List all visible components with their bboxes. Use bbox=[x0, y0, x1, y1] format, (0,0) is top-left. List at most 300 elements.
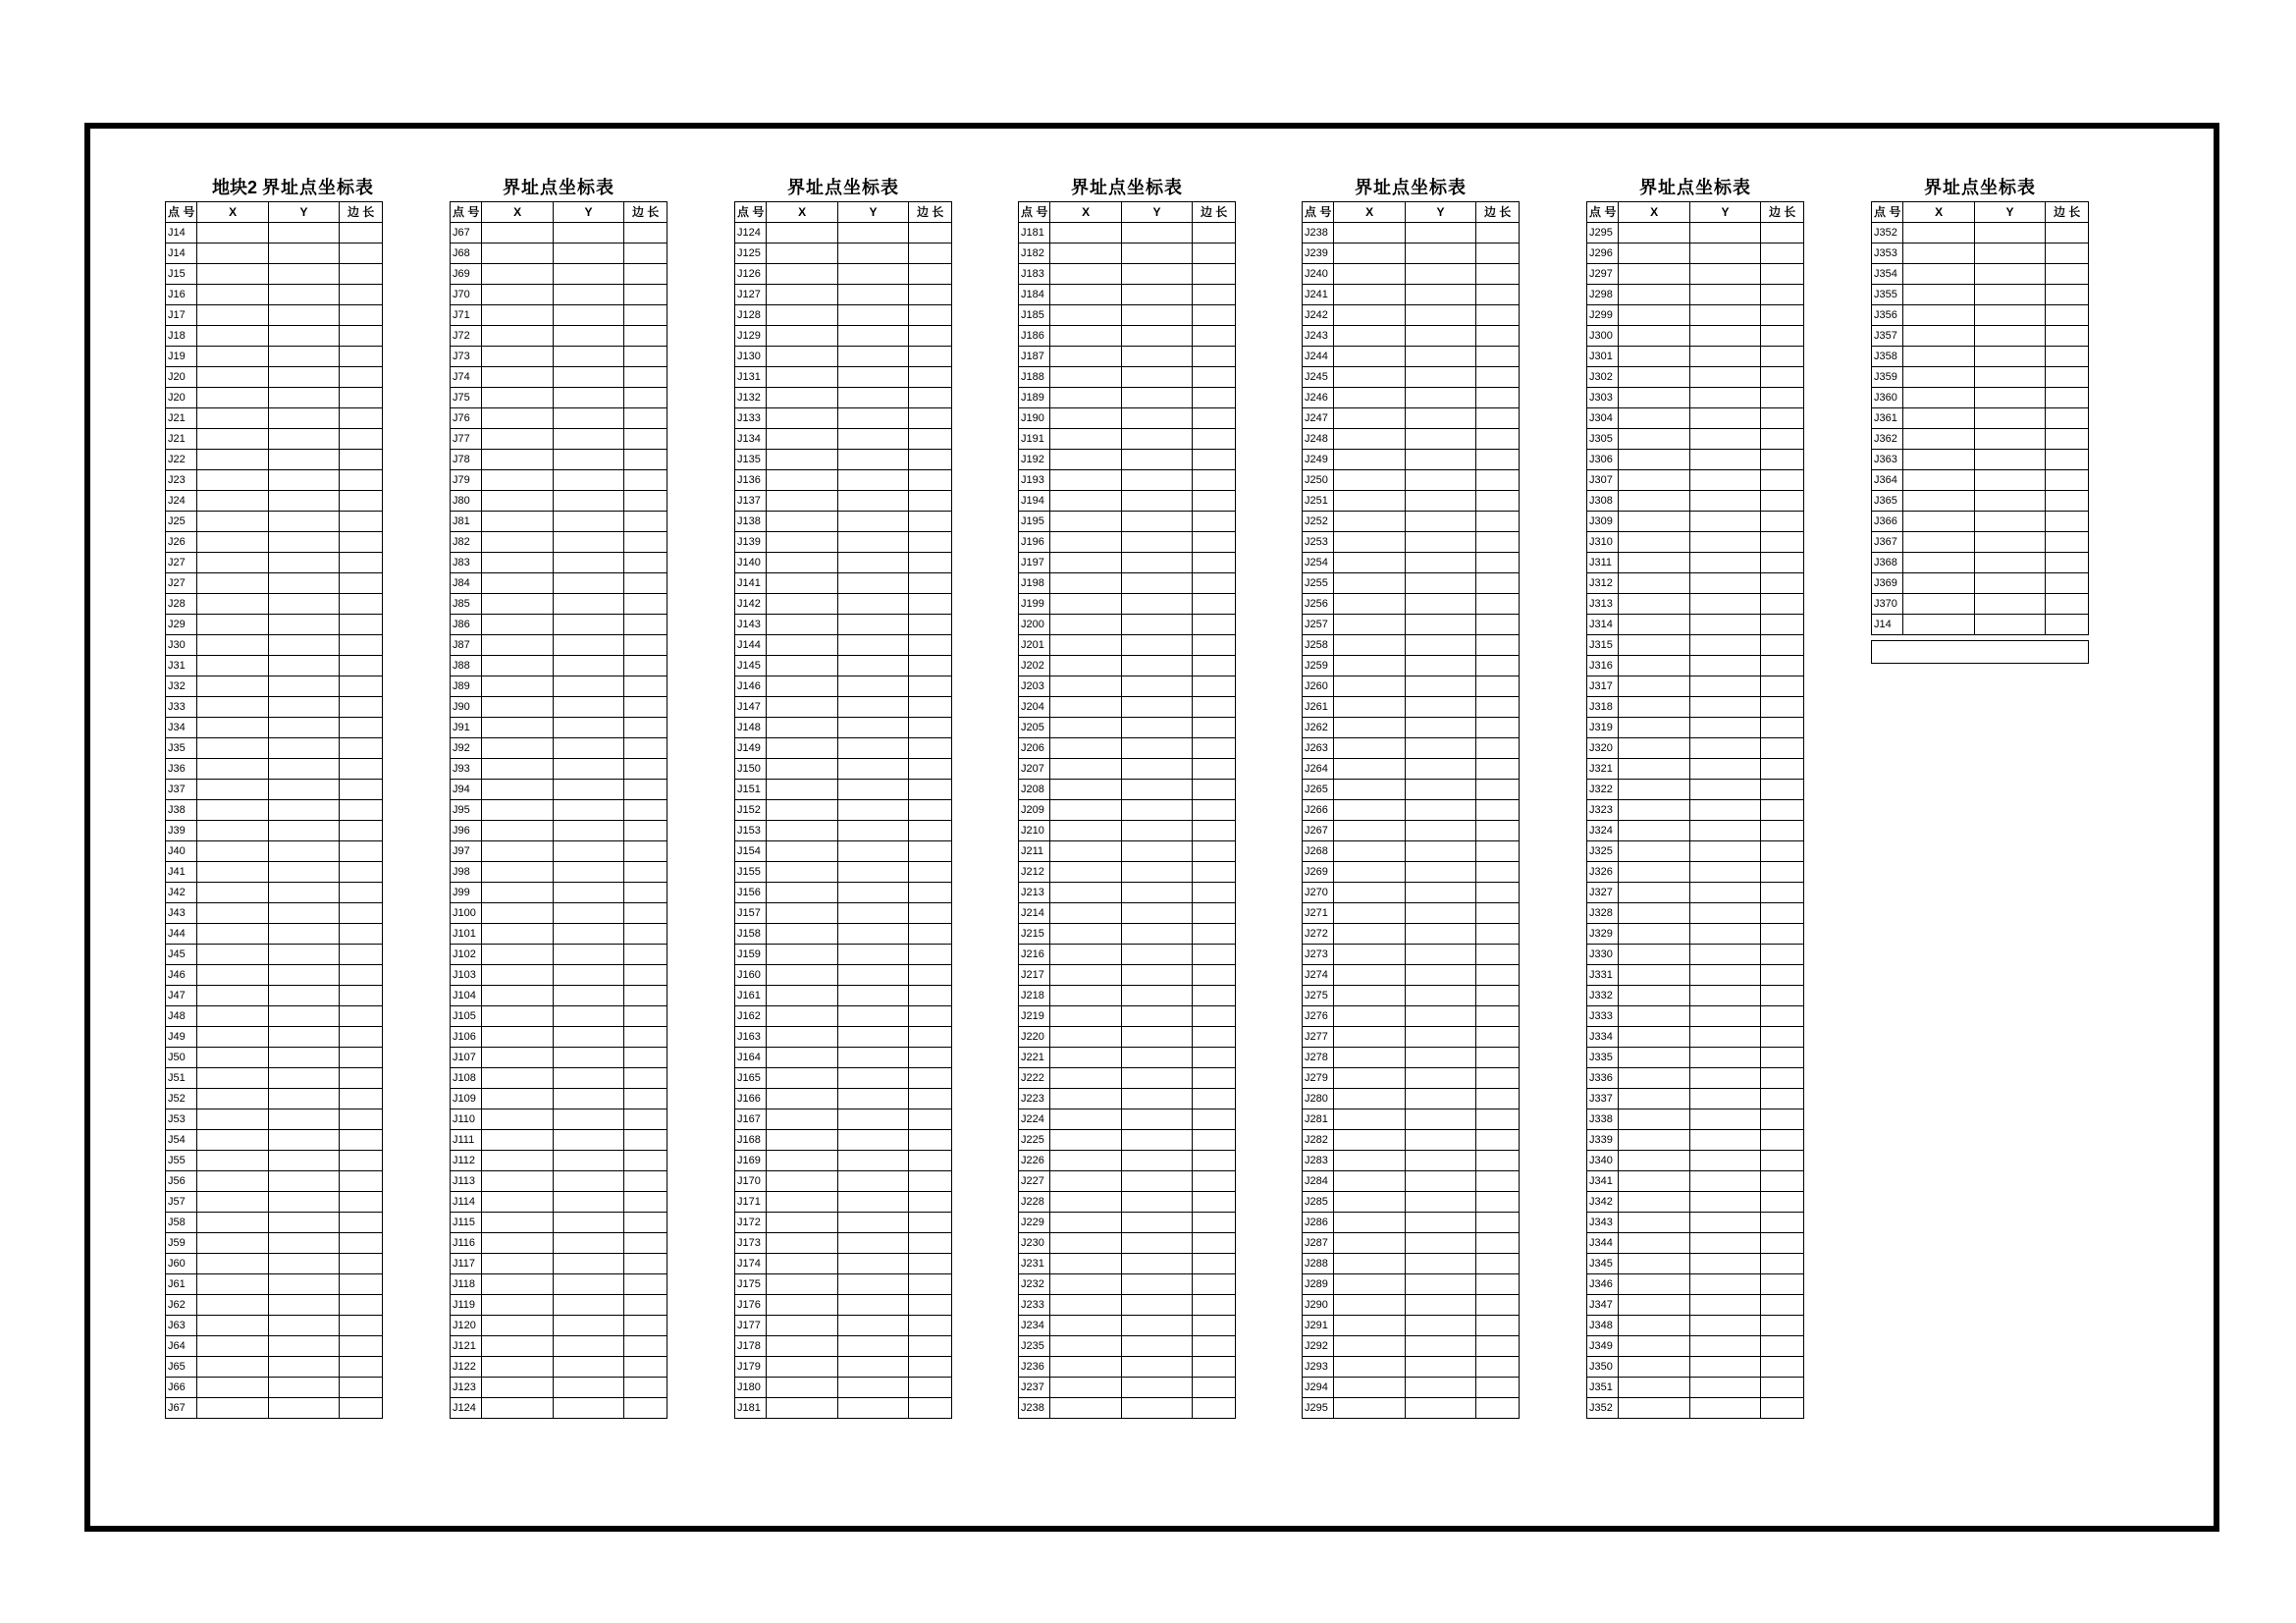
y-coordinate-cell bbox=[553, 903, 623, 924]
y-coordinate-cell bbox=[268, 759, 339, 780]
point-id-cell: J258 bbox=[1303, 635, 1334, 656]
edge-length-cell bbox=[624, 583, 667, 604]
x-coordinate-cell bbox=[197, 759, 268, 780]
point-id-cell: J257 bbox=[1303, 615, 1334, 635]
edge-length-cell bbox=[1193, 542, 1236, 563]
y-coordinate-cell bbox=[1405, 1233, 1475, 1254]
table-row bbox=[166, 223, 383, 243]
y-coordinate-cell bbox=[1121, 1048, 1192, 1068]
x-coordinate-cell bbox=[767, 821, 837, 841]
y-coordinate-cell bbox=[1405, 1274, 1475, 1295]
point-id-cell: J72 bbox=[451, 326, 482, 347]
edge-length-cell bbox=[624, 1119, 667, 1140]
point-id-cell: J27 bbox=[166, 553, 197, 573]
x-coordinate-cell bbox=[197, 470, 268, 491]
x-coordinate-cell bbox=[1050, 1171, 1121, 1192]
point-id-cell: J64 bbox=[166, 1336, 197, 1357]
edge-length-cell bbox=[1761, 356, 1804, 377]
point-id-cell: J302 bbox=[1587, 367, 1619, 388]
y-coordinate-cell bbox=[1121, 1316, 1192, 1336]
y-coordinate-cell bbox=[553, 594, 623, 615]
column-header: Y bbox=[837, 202, 908, 223]
edge-length-cell bbox=[1193, 748, 1236, 769]
x-coordinate-cell bbox=[1334, 841, 1405, 862]
y-coordinate-cell bbox=[837, 388, 908, 408]
column-header: X bbox=[482, 202, 553, 223]
x-coordinate-cell bbox=[197, 1130, 268, 1151]
edge-length-cell bbox=[340, 728, 383, 748]
y-coordinate-cell bbox=[837, 491, 908, 512]
point-id-cell: J334 bbox=[1587, 1027, 1619, 1048]
point-id-cell: J311 bbox=[1587, 553, 1619, 573]
y-coordinate-cell bbox=[268, 1192, 339, 1213]
x-coordinate-cell bbox=[197, 1171, 268, 1192]
y-coordinate-cell bbox=[268, 512, 339, 532]
y-coordinate-cell bbox=[1121, 408, 1192, 429]
point-id-cell: J60 bbox=[166, 1254, 197, 1274]
point-id-cell: J117 bbox=[451, 1254, 482, 1274]
edge-length-cell bbox=[624, 1099, 667, 1119]
point-id-cell: J22 bbox=[166, 450, 197, 470]
point-id-cell: J331 bbox=[1587, 965, 1619, 986]
x-coordinate-cell bbox=[767, 367, 837, 388]
point-id-cell: J32 bbox=[166, 676, 197, 697]
y-coordinate-cell bbox=[1974, 305, 2045, 326]
edge-length-cell bbox=[624, 377, 667, 398]
edge-length-cell bbox=[624, 1057, 667, 1078]
edge-length-cell bbox=[1193, 624, 1236, 645]
edge-length-cell bbox=[1476, 1346, 1520, 1367]
point-id-cell: J212 bbox=[1019, 862, 1050, 883]
edge-length-cell bbox=[1193, 1181, 1236, 1202]
y-coordinate-cell bbox=[1121, 367, 1192, 388]
x-coordinate-cell bbox=[767, 264, 837, 285]
x-coordinate-cell bbox=[1903, 512, 1974, 532]
y-coordinate-cell bbox=[837, 1398, 908, 1419]
point-id-cell: J245 bbox=[1303, 367, 1334, 388]
x-coordinate-cell bbox=[1619, 883, 1689, 903]
edge-length-cell bbox=[2046, 542, 2089, 563]
x-coordinate-cell bbox=[1619, 780, 1689, 800]
y-coordinate-cell bbox=[1689, 676, 1760, 697]
x-coordinate-cell bbox=[197, 388, 268, 408]
coordinate-table bbox=[450, 201, 667, 1419]
point-id-cell: J333 bbox=[1587, 1006, 1619, 1027]
y-coordinate-cell bbox=[553, 388, 623, 408]
table-title: 界址点坐标表 bbox=[503, 178, 614, 197]
x-coordinate-cell bbox=[1619, 367, 1689, 388]
edge-length-cell bbox=[909, 1016, 952, 1037]
x-coordinate-cell bbox=[1619, 285, 1689, 305]
table-row bbox=[1019, 223, 1236, 243]
edge-length-cell bbox=[1761, 624, 1804, 645]
x-coordinate-cell bbox=[482, 1274, 553, 1295]
point-id-cell: J33 bbox=[166, 697, 197, 718]
point-id-cell: J113 bbox=[451, 1171, 482, 1192]
point-id-cell: J201 bbox=[1019, 635, 1050, 656]
point-id-cell: J115 bbox=[451, 1213, 482, 1233]
x-coordinate-cell bbox=[1050, 965, 1121, 986]
point-id-cell: J215 bbox=[1019, 924, 1050, 945]
x-coordinate-cell bbox=[1334, 1378, 1405, 1398]
edge-length-cell bbox=[1761, 996, 1804, 1016]
point-id-cell: J141 bbox=[735, 573, 767, 594]
edge-length-cell bbox=[1476, 377, 1520, 398]
point-id-cell: J52 bbox=[166, 1089, 197, 1109]
edge-length-cell bbox=[909, 521, 952, 542]
edge-length-cell bbox=[340, 1305, 383, 1325]
x-coordinate-cell bbox=[767, 1378, 837, 1398]
point-id-cell: J172 bbox=[735, 1213, 767, 1233]
point-id-cell: J18 bbox=[166, 326, 197, 347]
x-coordinate-cell bbox=[1050, 924, 1121, 945]
point-id-cell: J247 bbox=[1303, 408, 1334, 429]
y-coordinate-cell bbox=[1405, 1068, 1475, 1089]
y-coordinate-cell bbox=[1689, 965, 1760, 986]
y-coordinate-cell bbox=[837, 285, 908, 305]
edge-length-cell bbox=[909, 233, 952, 253]
y-coordinate-cell bbox=[268, 615, 339, 635]
y-coordinate-cell bbox=[837, 615, 908, 635]
x-coordinate-cell bbox=[1050, 326, 1121, 347]
point-id-cell: J199 bbox=[1019, 594, 1050, 615]
point-id-cell: J136 bbox=[735, 470, 767, 491]
x-coordinate-cell bbox=[1619, 1254, 1689, 1274]
y-coordinate-cell bbox=[553, 1357, 623, 1378]
x-coordinate-cell bbox=[1334, 800, 1405, 821]
edge-length-cell bbox=[1476, 1222, 1520, 1243]
edge-length-cell bbox=[1476, 1202, 1520, 1222]
x-coordinate-cell bbox=[1619, 965, 1689, 986]
y-coordinate-cell bbox=[1689, 532, 1760, 553]
point-id-cell: J103 bbox=[451, 965, 482, 986]
y-coordinate-cell bbox=[1405, 1378, 1475, 1398]
y-coordinate-cell bbox=[268, 367, 339, 388]
edge-length-cell bbox=[1761, 315, 1804, 336]
point-id-cell: J24 bbox=[166, 491, 197, 512]
x-coordinate-cell bbox=[767, 532, 837, 553]
y-coordinate-cell bbox=[553, 1192, 623, 1213]
y-coordinate-cell bbox=[553, 367, 623, 388]
edge-length-cell bbox=[909, 315, 952, 336]
x-coordinate-cell bbox=[482, 821, 553, 841]
point-id-cell: J259 bbox=[1303, 656, 1334, 676]
x-coordinate-cell bbox=[482, 759, 553, 780]
y-coordinate-cell bbox=[837, 883, 908, 903]
point-id-cell: J116 bbox=[451, 1233, 482, 1254]
y-coordinate-cell bbox=[1405, 285, 1475, 305]
x-coordinate-cell bbox=[1903, 553, 1974, 573]
y-coordinate-cell bbox=[837, 553, 908, 573]
y-coordinate-cell bbox=[553, 347, 623, 367]
y-coordinate-cell bbox=[1121, 326, 1192, 347]
x-coordinate-cell bbox=[482, 697, 553, 718]
point-id-cell: J354 bbox=[1872, 264, 1903, 285]
edge-length-cell bbox=[909, 893, 952, 913]
edge-length-cell bbox=[340, 1181, 383, 1202]
edge-length-cell bbox=[1761, 1305, 1804, 1325]
y-coordinate-cell bbox=[1405, 1357, 1475, 1378]
point-id-cell: J241 bbox=[1303, 285, 1334, 305]
x-coordinate-cell bbox=[767, 243, 837, 264]
y-coordinate-cell bbox=[553, 1109, 623, 1130]
y-coordinate-cell bbox=[1689, 573, 1760, 594]
y-coordinate-cell bbox=[837, 862, 908, 883]
edge-length-cell bbox=[909, 624, 952, 645]
point-id-cell: J355 bbox=[1872, 285, 1903, 305]
table-row bbox=[1303, 223, 1520, 243]
point-id-cell: J27 bbox=[166, 573, 197, 594]
point-id-cell: J192 bbox=[1019, 450, 1050, 470]
y-coordinate-cell bbox=[1689, 264, 1760, 285]
edge-length-cell bbox=[1193, 418, 1236, 439]
y-coordinate-cell bbox=[268, 986, 339, 1006]
point-id-cell: J230 bbox=[1019, 1233, 1050, 1254]
y-coordinate-cell bbox=[1405, 573, 1475, 594]
point-id-cell: J222 bbox=[1019, 1068, 1050, 1089]
y-coordinate-cell bbox=[268, 1233, 339, 1254]
x-coordinate-cell bbox=[1619, 800, 1689, 821]
x-coordinate-cell bbox=[1619, 903, 1689, 924]
y-coordinate-cell bbox=[1974, 326, 2045, 347]
x-coordinate-cell bbox=[767, 512, 837, 532]
y-coordinate-cell bbox=[268, 945, 339, 965]
point-id-cell: J14 bbox=[1872, 615, 1903, 635]
edge-length-cell bbox=[1476, 1016, 1520, 1037]
y-coordinate-cell bbox=[268, 285, 339, 305]
edge-length-cell bbox=[624, 1016, 667, 1037]
y-coordinate-cell bbox=[837, 635, 908, 656]
x-coordinate-cell bbox=[197, 285, 268, 305]
y-coordinate-cell bbox=[1689, 1027, 1760, 1048]
edge-length-cell bbox=[1761, 1161, 1804, 1181]
y-coordinate-cell bbox=[268, 780, 339, 800]
x-coordinate-cell bbox=[767, 1089, 837, 1109]
coordinate-table bbox=[1018, 201, 1236, 1419]
x-coordinate-cell bbox=[1050, 1109, 1121, 1130]
x-coordinate-cell bbox=[1050, 1089, 1121, 1109]
x-coordinate-cell bbox=[1334, 388, 1405, 408]
y-coordinate-cell bbox=[1405, 1089, 1475, 1109]
x-coordinate-cell bbox=[1903, 264, 1974, 285]
table-title: 界址点坐标表 bbox=[262, 178, 374, 197]
y-coordinate-cell bbox=[268, 243, 339, 264]
x-coordinate-cell bbox=[1050, 903, 1121, 924]
x-coordinate-cell bbox=[1903, 347, 1974, 367]
edge-length-cell bbox=[340, 233, 383, 253]
y-coordinate-cell bbox=[268, 1027, 339, 1048]
edge-length-cell bbox=[340, 336, 383, 356]
y-coordinate-cell bbox=[268, 1378, 339, 1398]
point-id-cell: J122 bbox=[451, 1357, 482, 1378]
point-id-cell: J310 bbox=[1587, 532, 1619, 553]
point-id-cell: J345 bbox=[1587, 1254, 1619, 1274]
y-coordinate-cell bbox=[837, 1068, 908, 1089]
x-coordinate-cell bbox=[767, 1295, 837, 1316]
point-id-cell: J297 bbox=[1587, 264, 1619, 285]
edge-length-cell bbox=[2046, 501, 2089, 521]
point-id-cell: J209 bbox=[1019, 800, 1050, 821]
point-id-cell: J55 bbox=[166, 1151, 197, 1171]
x-coordinate-cell bbox=[767, 965, 837, 986]
edge-length-cell bbox=[1761, 789, 1804, 810]
x-coordinate-cell bbox=[1050, 656, 1121, 676]
x-coordinate-cell bbox=[1334, 1048, 1405, 1068]
point-id-cell: J102 bbox=[451, 945, 482, 965]
x-coordinate-cell bbox=[482, 264, 553, 285]
column-header: Y bbox=[1121, 202, 1192, 223]
y-coordinate-cell bbox=[553, 615, 623, 635]
column-header: 边 长 bbox=[1761, 202, 1804, 223]
x-coordinate-cell bbox=[1619, 223, 1689, 243]
y-coordinate-cell bbox=[1121, 1254, 1192, 1274]
edge-length-cell bbox=[1476, 707, 1520, 728]
point-id-cell: J59 bbox=[166, 1233, 197, 1254]
point-id-cell: J362 bbox=[1872, 429, 1903, 450]
x-coordinate-cell bbox=[767, 1274, 837, 1295]
edge-length-cell bbox=[1476, 789, 1520, 810]
column-header: 点 号 bbox=[451, 202, 482, 223]
y-coordinate-cell bbox=[268, 965, 339, 986]
point-id-cell: J162 bbox=[735, 1006, 767, 1027]
edge-length-cell bbox=[909, 542, 952, 563]
x-coordinate-cell bbox=[1903, 223, 1974, 243]
edge-length-cell bbox=[909, 377, 952, 398]
y-coordinate-cell bbox=[837, 429, 908, 450]
column-header: X bbox=[1050, 202, 1121, 223]
column-header: Y bbox=[1689, 202, 1760, 223]
point-id-cell: J179 bbox=[735, 1357, 767, 1378]
edge-length-cell bbox=[1193, 439, 1236, 460]
x-coordinate-cell bbox=[1619, 1089, 1689, 1109]
x-coordinate-cell bbox=[1050, 285, 1121, 305]
y-coordinate-cell bbox=[553, 223, 623, 243]
point-id-cell: J339 bbox=[1587, 1130, 1619, 1151]
edge-length-cell bbox=[1761, 1078, 1804, 1099]
edge-length-cell bbox=[340, 583, 383, 604]
point-id-cell: J278 bbox=[1303, 1048, 1334, 1068]
point-id-cell: J346 bbox=[1587, 1274, 1619, 1295]
point-id-cell: J50 bbox=[166, 1048, 197, 1068]
y-coordinate-cell bbox=[553, 1316, 623, 1336]
y-coordinate-cell bbox=[1121, 305, 1192, 326]
x-coordinate-cell bbox=[1334, 367, 1405, 388]
edge-length-cell bbox=[909, 748, 952, 769]
x-coordinate-cell bbox=[1050, 429, 1121, 450]
y-coordinate-cell bbox=[553, 1027, 623, 1048]
edge-length-cell bbox=[624, 542, 667, 563]
point-id-cell: J19 bbox=[166, 347, 197, 367]
edge-length-cell bbox=[909, 356, 952, 377]
x-coordinate-cell bbox=[197, 1027, 268, 1048]
point-id-cell: J62 bbox=[166, 1295, 197, 1316]
coordinate-table bbox=[734, 201, 952, 1419]
column-header: 边 长 bbox=[1193, 202, 1236, 223]
edge-length-cell bbox=[1761, 851, 1804, 872]
point-id-cell: J343 bbox=[1587, 1213, 1619, 1233]
x-coordinate-cell bbox=[1903, 305, 1974, 326]
point-id-cell: J173 bbox=[735, 1233, 767, 1254]
point-id-cell: J67 bbox=[166, 1398, 197, 1419]
point-id-cell: J73 bbox=[451, 347, 482, 367]
edge-length-cell bbox=[909, 1387, 952, 1408]
y-coordinate-cell bbox=[1121, 965, 1192, 986]
y-coordinate-cell bbox=[268, 1089, 339, 1109]
point-id-cell: J368 bbox=[1872, 553, 1903, 573]
x-coordinate-cell bbox=[482, 388, 553, 408]
edge-length-cell bbox=[1476, 418, 1520, 439]
point-id-cell: J262 bbox=[1303, 718, 1334, 738]
y-coordinate-cell bbox=[1689, 800, 1760, 821]
edge-length-cell bbox=[1476, 934, 1520, 954]
point-id-cell: J314 bbox=[1587, 615, 1619, 635]
point-id-cell: J47 bbox=[166, 986, 197, 1006]
edge-length-cell bbox=[909, 1346, 952, 1367]
y-coordinate-cell bbox=[1689, 388, 1760, 408]
edge-length-cell bbox=[340, 686, 383, 707]
edge-length-cell bbox=[1476, 439, 1520, 460]
edge-length-cell bbox=[340, 274, 383, 295]
y-coordinate-cell bbox=[553, 512, 623, 532]
x-coordinate-cell bbox=[482, 408, 553, 429]
point-id-cell: J329 bbox=[1587, 924, 1619, 945]
y-coordinate-cell bbox=[1121, 450, 1192, 470]
edge-length-cell bbox=[1193, 1243, 1236, 1264]
y-coordinate-cell bbox=[268, 800, 339, 821]
y-coordinate-cell bbox=[1689, 656, 1760, 676]
column-header: Y bbox=[1974, 202, 2045, 223]
x-coordinate-cell bbox=[1334, 285, 1405, 305]
point-id-cell: J240 bbox=[1303, 264, 1334, 285]
x-coordinate-cell bbox=[1334, 491, 1405, 512]
edge-length-cell bbox=[909, 1264, 952, 1284]
x-coordinate-cell bbox=[197, 780, 268, 800]
point-id-cell: J207 bbox=[1019, 759, 1050, 780]
y-coordinate-cell bbox=[268, 1006, 339, 1027]
point-id-cell: J322 bbox=[1587, 780, 1619, 800]
y-coordinate-cell bbox=[837, 594, 908, 615]
y-coordinate-cell bbox=[1405, 1151, 1475, 1171]
y-coordinate-cell bbox=[1689, 903, 1760, 924]
y-coordinate-cell bbox=[553, 305, 623, 326]
table-row bbox=[451, 223, 667, 243]
point-id-cell: J145 bbox=[735, 656, 767, 676]
table-title: 界址点坐标表 bbox=[787, 178, 899, 197]
edge-length-cell bbox=[624, 831, 667, 851]
y-coordinate-cell bbox=[1689, 1048, 1760, 1068]
edge-length-cell bbox=[340, 1037, 383, 1057]
point-id-cell: J101 bbox=[451, 924, 482, 945]
point-id-cell: J191 bbox=[1019, 429, 1050, 450]
point-id-cell: J318 bbox=[1587, 697, 1619, 718]
x-coordinate-cell bbox=[482, 635, 553, 656]
y-coordinate-cell bbox=[837, 1254, 908, 1274]
point-id-cell: J366 bbox=[1872, 512, 1903, 532]
point-id-cell: J298 bbox=[1587, 285, 1619, 305]
edge-length-cell bbox=[1476, 954, 1520, 975]
edge-length-cell bbox=[1193, 1222, 1236, 1243]
x-coordinate-cell bbox=[1619, 656, 1689, 676]
point-id-cell: J181 bbox=[735, 1398, 767, 1419]
y-coordinate-cell bbox=[1121, 676, 1192, 697]
point-id-cell: J344 bbox=[1587, 1233, 1619, 1254]
x-coordinate-cell bbox=[1050, 676, 1121, 697]
point-id-cell: J139 bbox=[735, 532, 767, 553]
y-coordinate-cell bbox=[1689, 305, 1760, 326]
y-coordinate-cell bbox=[837, 1151, 908, 1171]
point-id-cell: J200 bbox=[1019, 615, 1050, 635]
y-coordinate-cell bbox=[1121, 800, 1192, 821]
